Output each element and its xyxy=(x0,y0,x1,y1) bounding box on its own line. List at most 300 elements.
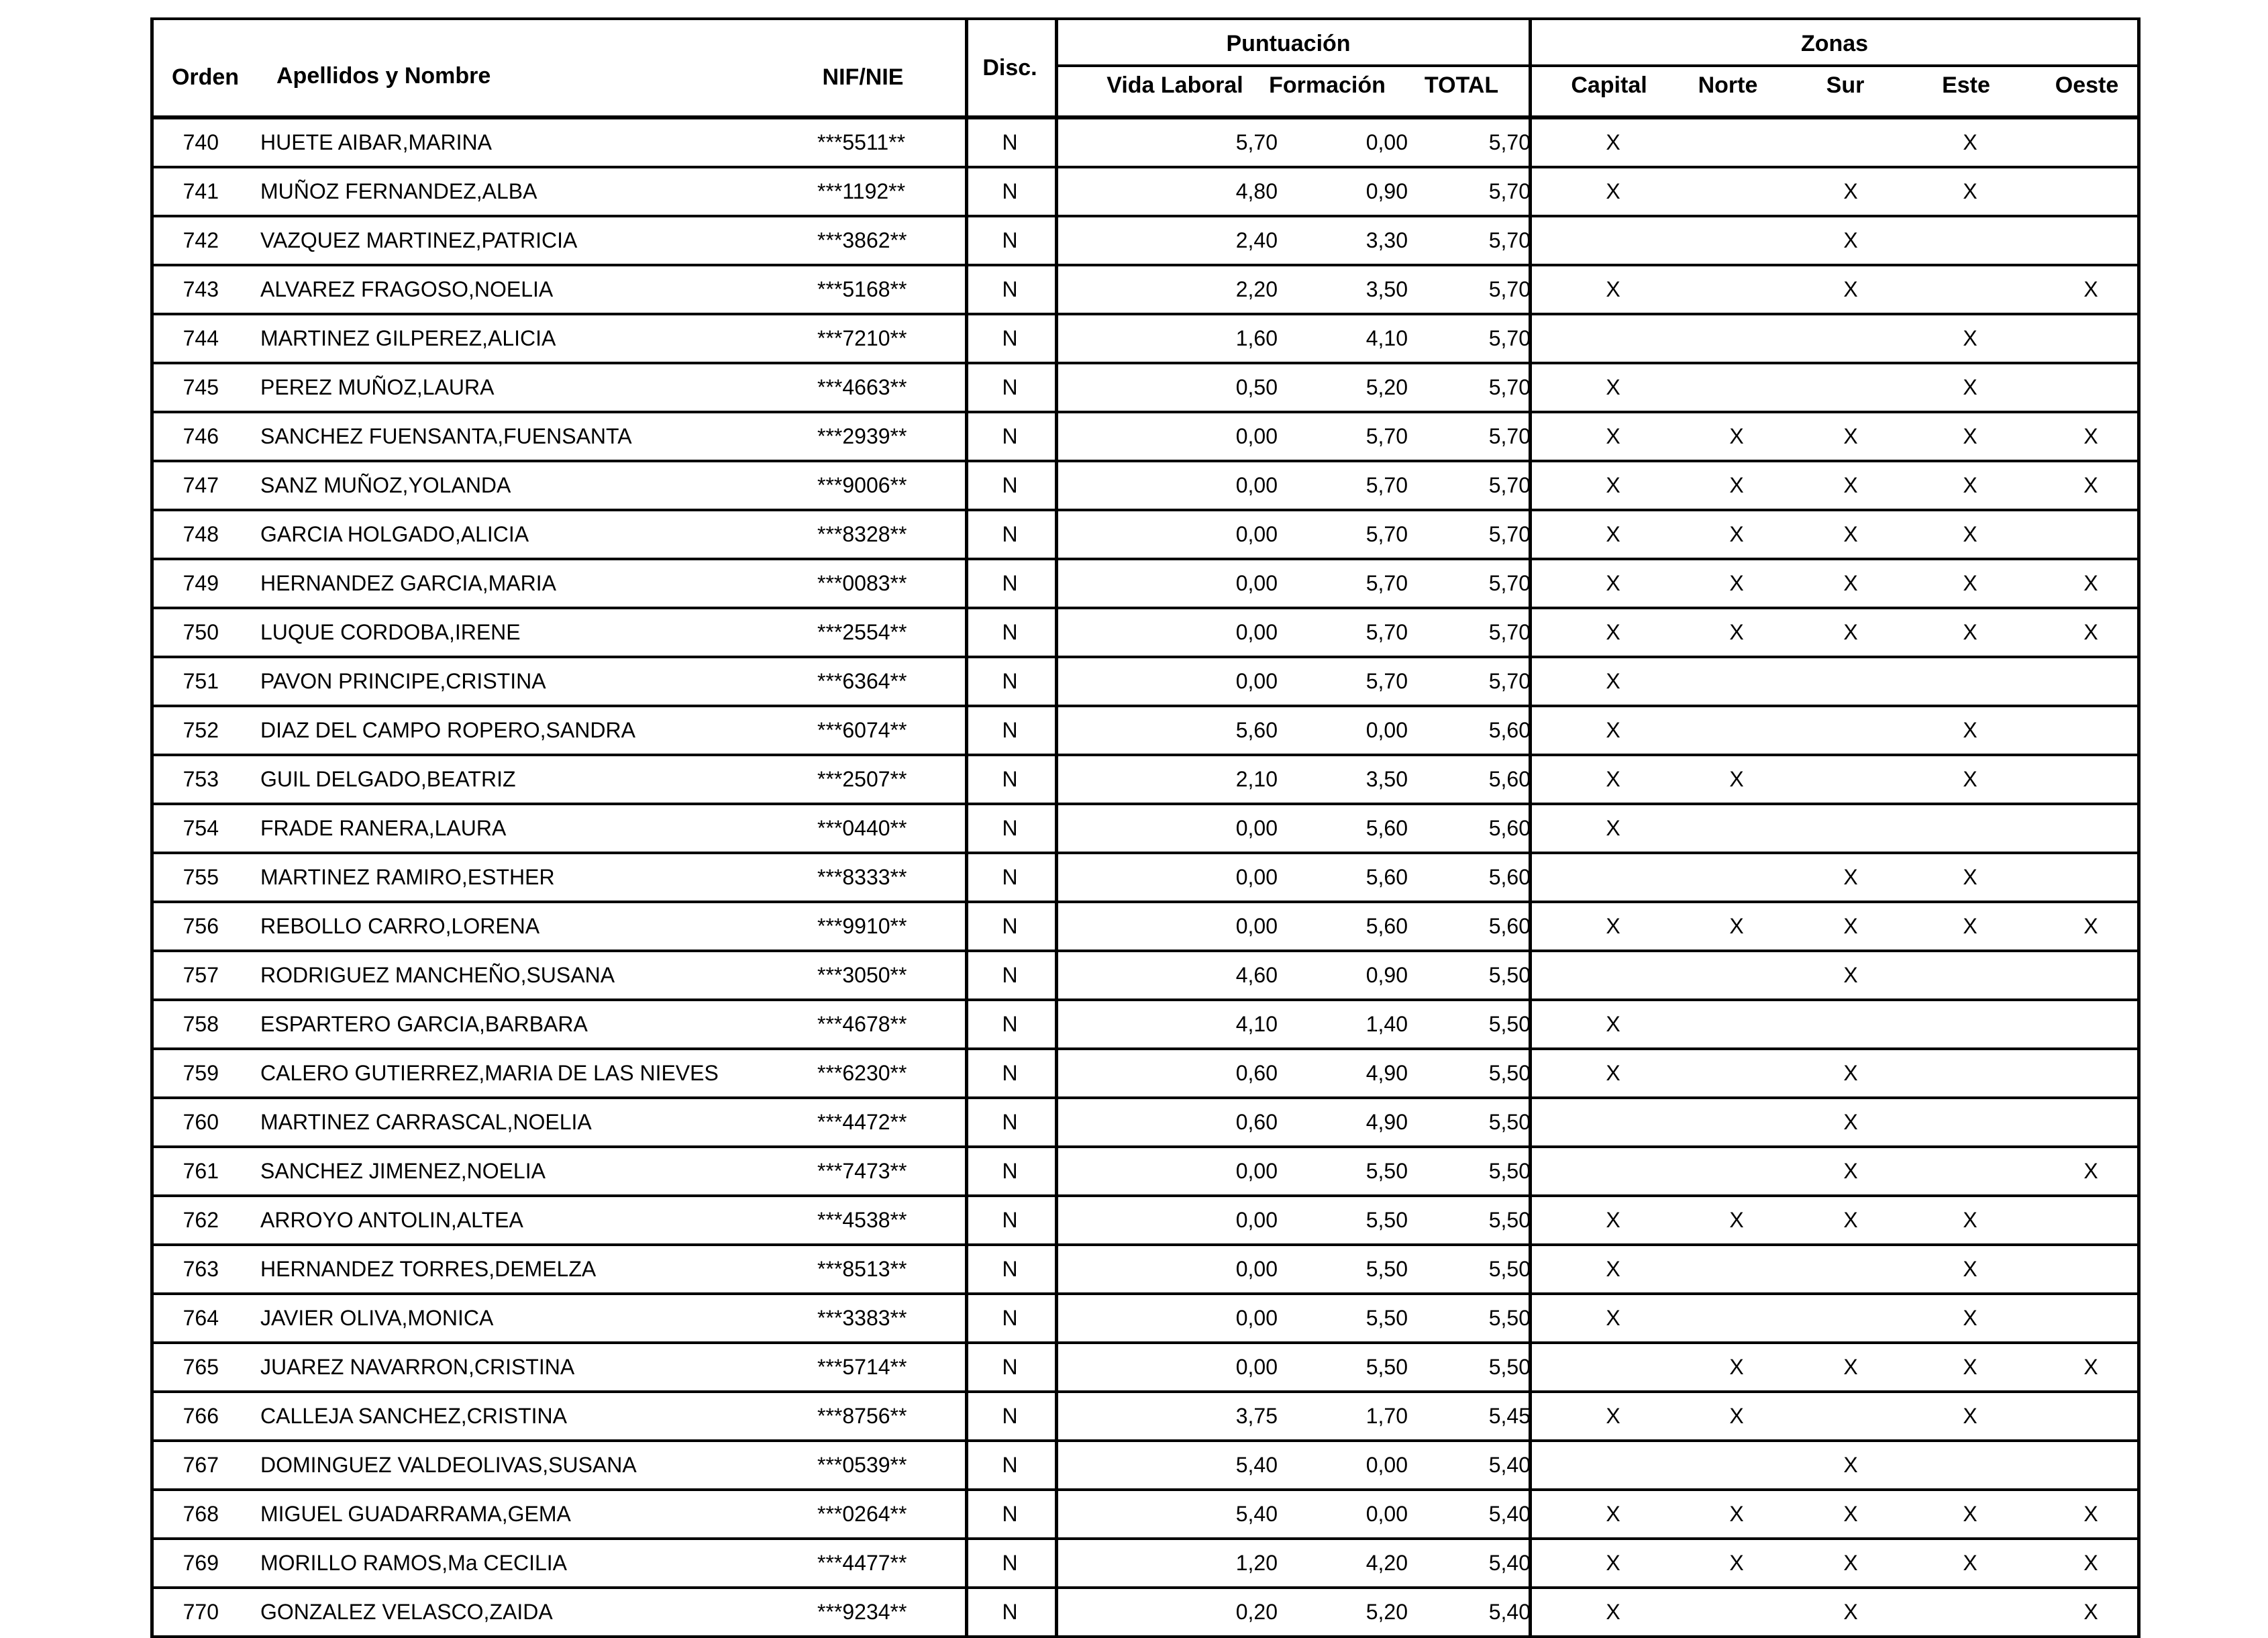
cell-orden: 752 xyxy=(183,718,219,742)
cell-vida-laboral: 0,00 xyxy=(1235,1355,1278,1379)
cell-nombre: DIAZ DEL CAMPO ROPERO,SANDRA xyxy=(260,718,635,742)
cell-capital: X xyxy=(1606,1257,1620,1281)
cell-norte: X xyxy=(1729,424,1744,448)
cell-capital: X xyxy=(1606,1306,1620,1330)
table-row xyxy=(150,756,2141,805)
cell-capital: X xyxy=(1606,130,1620,154)
cell-formacion: 5,70 xyxy=(1365,473,1408,497)
header-este: Este xyxy=(1942,72,1990,98)
cell-orden: 765 xyxy=(183,1355,219,1379)
cell-orden: 768 xyxy=(183,1502,219,1526)
cell-orden: 750 xyxy=(183,620,219,644)
table-row xyxy=(150,462,2141,511)
cell-vida-laboral: 0,00 xyxy=(1235,1257,1278,1281)
cell-sur: X xyxy=(1843,1453,1858,1477)
cell-disc: N xyxy=(1002,1355,1018,1379)
cell-vida-laboral: 2,20 xyxy=(1235,277,1278,301)
cell-nif: ***4472** xyxy=(817,1110,907,1134)
cell-orden: 749 xyxy=(183,571,219,595)
cell-total: 5,50 xyxy=(1488,1257,1531,1281)
cell-capital: X xyxy=(1606,816,1620,840)
cell-nombre: HERNANDEZ GARCIA,MARIA xyxy=(260,571,556,595)
cell-formacion: 5,60 xyxy=(1365,914,1408,938)
cell-vida-laboral: 0,00 xyxy=(1235,1159,1278,1183)
table-row xyxy=(150,315,2141,364)
table-row xyxy=(150,413,2141,462)
cell-este: X xyxy=(1963,473,1977,497)
cell-nif: ***5714** xyxy=(817,1355,907,1379)
cell-vida-laboral: 2,40 xyxy=(1235,228,1278,252)
cell-formacion: 0,00 xyxy=(1365,1453,1408,1477)
table-row xyxy=(150,1148,2141,1197)
cell-disc: N xyxy=(1002,767,1018,791)
cell-oeste: X xyxy=(2083,571,2098,595)
cell-capital: X xyxy=(1606,1600,1620,1624)
cell-formacion: 5,50 xyxy=(1365,1355,1408,1379)
cell-formacion: 5,70 xyxy=(1365,571,1408,595)
cell-oeste: X xyxy=(2083,473,2098,497)
header-disc: Disc. xyxy=(982,55,1037,81)
cell-nif: ***6364** xyxy=(817,669,907,693)
cell-capital: X xyxy=(1606,669,1620,693)
cell-capital: X xyxy=(1606,522,1620,546)
cell-formacion: 3,30 xyxy=(1365,228,1408,252)
cell-nombre: SANCHEZ FUENSANTA,FUENSANTA xyxy=(260,424,632,448)
cell-total: 5,70 xyxy=(1488,375,1531,399)
cell-nif: ***6074** xyxy=(817,718,907,742)
cell-este: X xyxy=(1963,620,1977,644)
cell-sur: X xyxy=(1843,179,1858,203)
cell-disc: N xyxy=(1002,865,1018,889)
cell-disc: N xyxy=(1002,326,1018,350)
cell-disc: N xyxy=(1002,1404,1018,1428)
cell-sur: X xyxy=(1843,1502,1858,1526)
cell-orden: 755 xyxy=(183,865,219,889)
cell-capital: X xyxy=(1606,473,1620,497)
cell-este: X xyxy=(1963,326,1977,350)
cell-formacion: 5,50 xyxy=(1365,1159,1408,1183)
cell-nombre: REBOLLO CARRO,LORENA xyxy=(260,914,540,938)
cell-disc: N xyxy=(1002,1012,1018,1036)
cell-capital: X xyxy=(1606,914,1620,938)
cell-oeste: X xyxy=(2083,1502,2098,1526)
cell-vida-laboral: 0,00 xyxy=(1235,473,1278,497)
cell-nombre: CALLEJA SANCHEZ,CRISTINA xyxy=(260,1404,567,1428)
cell-sur: X xyxy=(1843,1355,1858,1379)
cell-este: X xyxy=(1963,424,1977,448)
cell-total: 5,70 xyxy=(1488,277,1531,301)
cell-oeste: X xyxy=(2083,424,2098,448)
cell-nif: ***0264** xyxy=(817,1502,907,1526)
cell-nif: ***4477** xyxy=(817,1551,907,1575)
cell-nombre: FRADE RANERA,LAURA xyxy=(260,816,507,840)
cell-orden: 744 xyxy=(183,326,219,350)
cell-capital: X xyxy=(1606,1551,1620,1575)
cell-nif: ***2507** xyxy=(817,767,907,791)
cell-norte: X xyxy=(1729,522,1744,546)
cell-orden: 743 xyxy=(183,277,219,301)
cell-este: X xyxy=(1963,375,1977,399)
cell-orden: 741 xyxy=(183,179,219,203)
cell-total: 5,40 xyxy=(1488,1551,1531,1575)
cell-total: 5,70 xyxy=(1488,473,1531,497)
table-body xyxy=(150,119,2141,1638)
cell-este: X xyxy=(1963,1306,1977,1330)
cell-sur: X xyxy=(1843,963,1858,987)
cell-orden: 766 xyxy=(183,1404,219,1428)
table-row xyxy=(150,1442,2141,1491)
header-nif: NIF/NIE xyxy=(822,64,904,90)
cell-capital: X xyxy=(1606,1061,1620,1085)
cell-norte: X xyxy=(1729,767,1744,791)
table-row xyxy=(150,658,2141,707)
cell-total: 5,70 xyxy=(1488,228,1531,252)
cell-vida-laboral: 2,10 xyxy=(1235,767,1278,791)
cell-vida-laboral: 4,60 xyxy=(1235,963,1278,987)
cell-disc: N xyxy=(1002,1257,1018,1281)
cell-total: 5,70 xyxy=(1488,571,1531,595)
cell-nombre: PEREZ MUÑOZ,LAURA xyxy=(260,375,495,399)
cell-norte: X xyxy=(1729,1551,1744,1575)
cell-norte: X xyxy=(1729,473,1744,497)
table-row xyxy=(150,1393,2141,1442)
cell-vida-laboral: 0,00 xyxy=(1235,1208,1278,1232)
cell-orden: 767 xyxy=(183,1453,219,1477)
cell-formacion: 5,70 xyxy=(1365,522,1408,546)
cell-nif: ***0440** xyxy=(817,816,907,840)
cell-nif: ***2939** xyxy=(817,424,907,448)
cell-capital: X xyxy=(1606,1502,1620,1526)
cell-disc: N xyxy=(1002,1502,1018,1526)
cell-disc: N xyxy=(1002,1159,1018,1183)
cell-nombre: MUÑOZ FERNANDEZ,ALBA xyxy=(260,179,537,203)
cell-formacion: 5,50 xyxy=(1365,1257,1408,1281)
cell-formacion: 4,90 xyxy=(1365,1061,1408,1085)
cell-sur: X xyxy=(1843,865,1858,889)
cell-oeste: X xyxy=(2083,1159,2098,1183)
header-oeste: Oeste xyxy=(2055,72,2119,98)
cell-nif: ***4538** xyxy=(817,1208,907,1232)
cell-disc: N xyxy=(1002,669,1018,693)
cell-formacion: 3,50 xyxy=(1365,277,1408,301)
cell-vida-laboral: 4,10 xyxy=(1235,1012,1278,1036)
table-row xyxy=(150,1344,2141,1393)
cell-sur: X xyxy=(1843,1551,1858,1575)
cell-total: 5,50 xyxy=(1488,1061,1531,1085)
cell-este: X xyxy=(1963,571,1977,595)
cell-total: 5,60 xyxy=(1488,718,1531,742)
cell-oeste: X xyxy=(2083,914,2098,938)
cell-capital: X xyxy=(1606,375,1620,399)
cell-orden: 757 xyxy=(183,963,219,987)
cell-norte: X xyxy=(1729,914,1744,938)
cell-nombre: RODRIGUEZ MANCHEÑO,SUSANA xyxy=(260,963,615,987)
cell-este: X xyxy=(1963,1355,1977,1379)
cell-total: 5,60 xyxy=(1488,816,1531,840)
cell-disc: N xyxy=(1002,1208,1018,1232)
cell-capital: X xyxy=(1606,277,1620,301)
header-nombre: Apellidos y Nombre xyxy=(276,63,491,89)
cell-capital: X xyxy=(1606,179,1620,203)
cell-formacion: 5,70 xyxy=(1365,424,1408,448)
cell-nif: ***8328** xyxy=(817,522,907,546)
cell-nombre: JAVIER OLIVA,MONICA xyxy=(260,1306,494,1330)
cell-orden: 759 xyxy=(183,1061,219,1085)
cell-este: X xyxy=(1963,522,1977,546)
cell-disc: N xyxy=(1002,963,1018,987)
cell-total: 5,50 xyxy=(1488,1355,1531,1379)
header-puntuacion: Puntuación xyxy=(1226,31,1351,56)
cell-vida-laboral: 0,00 xyxy=(1235,865,1278,889)
cell-vida-laboral: 0,00 xyxy=(1235,669,1278,693)
cell-nombre: MIGUEL GUADARRAMA,GEMA xyxy=(260,1502,571,1526)
cell-orden: 762 xyxy=(183,1208,219,1232)
cell-capital: X xyxy=(1606,1208,1620,1232)
cell-nif: ***5511** xyxy=(817,130,906,154)
cell-total: 5,50 xyxy=(1488,963,1531,987)
cell-nif: ***1192** xyxy=(817,179,906,203)
table-row xyxy=(150,511,2141,560)
cell-orden: 756 xyxy=(183,914,219,938)
cell-capital: X xyxy=(1606,1404,1620,1428)
header-vida-laboral: Vida Laboral xyxy=(1106,72,1243,98)
cell-capital: X xyxy=(1606,571,1620,595)
cell-capital: X xyxy=(1606,1012,1620,1036)
cell-sur: X xyxy=(1843,1600,1858,1624)
cell-disc: N xyxy=(1002,130,1018,154)
header-sur: Sur xyxy=(1826,72,1865,98)
table-row xyxy=(150,1050,2141,1099)
cell-disc: N xyxy=(1002,522,1018,546)
cell-total: 5,40 xyxy=(1488,1502,1531,1526)
cell-orden: 751 xyxy=(183,669,219,693)
table-row xyxy=(150,119,2141,168)
cell-vida-laboral: 1,60 xyxy=(1235,326,1278,350)
table-top-border xyxy=(150,17,2141,20)
cell-orden: 769 xyxy=(183,1551,219,1575)
cell-orden: 740 xyxy=(183,130,219,154)
cell-total: 5,70 xyxy=(1488,620,1531,644)
header-capital: Capital xyxy=(1571,72,1647,98)
cell-capital: X xyxy=(1606,718,1620,742)
cell-este: X xyxy=(1963,767,1977,791)
cell-nif: ***0539** xyxy=(817,1453,907,1477)
table-row xyxy=(150,903,2141,952)
cell-nombre: PAVON PRINCIPE,CRISTINA xyxy=(260,669,546,693)
cell-sur: X xyxy=(1843,914,1858,938)
cell-nif: ***4678** xyxy=(817,1012,907,1036)
cell-total: 5,70 xyxy=(1488,130,1531,154)
cell-oeste: X xyxy=(2083,1355,2098,1379)
cell-nombre: HERNANDEZ TORRES,DEMELZA xyxy=(260,1257,597,1281)
table-row xyxy=(150,1246,2141,1295)
cell-disc: N xyxy=(1002,571,1018,595)
table-row xyxy=(150,168,2141,217)
cell-nombre: ALVAREZ FRAGOSO,NOELIA xyxy=(260,277,554,301)
header-norte: Norte xyxy=(1698,72,1758,98)
cell-total: 5,70 xyxy=(1488,179,1531,203)
cell-disc: N xyxy=(1002,1453,1018,1477)
cell-disc: N xyxy=(1002,718,1018,742)
table-row xyxy=(150,217,2141,266)
cell-orden: 745 xyxy=(183,375,219,399)
header-zonas: Zonas xyxy=(1800,31,1869,56)
cell-total: 5,50 xyxy=(1488,1012,1531,1036)
cell-este: X xyxy=(1963,1502,1977,1526)
header-total: TOTAL xyxy=(1424,72,1499,98)
cell-vida-laboral: 0,00 xyxy=(1235,914,1278,938)
cell-vida-laboral: 5,60 xyxy=(1235,718,1278,742)
cell-disc: N xyxy=(1002,179,1018,203)
cell-vida-laboral: 0,00 xyxy=(1235,522,1278,546)
cell-formacion: 1,70 xyxy=(1365,1404,1408,1428)
cell-norte: X xyxy=(1729,1404,1744,1428)
cell-disc: N xyxy=(1002,1061,1018,1085)
cell-nombre: MORILLO RAMOS,Ma CECILIA xyxy=(260,1551,567,1575)
cell-orden: 763 xyxy=(183,1257,219,1281)
cell-vida-laboral: 0,00 xyxy=(1235,816,1278,840)
cell-nombre: SANZ MUÑOZ,YOLANDA xyxy=(260,473,511,497)
cell-orden: 770 xyxy=(183,1600,219,1624)
cell-oeste: X xyxy=(2083,620,2098,644)
table-row xyxy=(150,609,2141,658)
cell-sur: X xyxy=(1843,1110,1858,1134)
cell-nombre: ESPARTERO GARCIA,BARBARA xyxy=(260,1012,588,1036)
cell-nif: ***3383** xyxy=(817,1306,907,1330)
cell-este: X xyxy=(1963,179,1977,203)
cell-oeste: X xyxy=(2083,277,2098,301)
cell-orden: 748 xyxy=(183,522,219,546)
cell-formacion: 0,00 xyxy=(1365,130,1408,154)
cell-nif: ***3862** xyxy=(817,228,907,252)
cell-formacion: 5,60 xyxy=(1365,865,1408,889)
cell-vida-laboral: 3,75 xyxy=(1235,1404,1278,1428)
cell-orden: 758 xyxy=(183,1012,219,1036)
cell-sur: X xyxy=(1843,522,1858,546)
cell-nif: ***6230** xyxy=(817,1061,907,1085)
cell-nif: ***9234** xyxy=(817,1600,907,1624)
cell-formacion: 4,90 xyxy=(1365,1110,1408,1134)
cell-este: X xyxy=(1963,914,1977,938)
cell-vida-laboral: 0,00 xyxy=(1235,424,1278,448)
cell-nombre: MARTINEZ CARRASCAL,NOELIA xyxy=(260,1110,592,1134)
cell-formacion: 1,40 xyxy=(1365,1012,1408,1036)
cell-formacion: 0,00 xyxy=(1365,718,1408,742)
cell-total: 5,70 xyxy=(1488,669,1531,693)
cell-total: 5,60 xyxy=(1488,767,1531,791)
cell-formacion: 5,70 xyxy=(1365,669,1408,693)
cell-vida-laboral: 5,70 xyxy=(1235,130,1278,154)
cell-norte: X xyxy=(1729,620,1744,644)
cell-nif: ***2554** xyxy=(817,620,907,644)
cell-vida-laboral: 0,20 xyxy=(1235,1600,1278,1624)
cell-sur: X xyxy=(1843,424,1858,448)
cell-disc: N xyxy=(1002,914,1018,938)
cell-disc: N xyxy=(1002,1551,1018,1575)
cell-norte: X xyxy=(1729,1208,1744,1232)
cell-sur: X xyxy=(1843,1208,1858,1232)
table-row xyxy=(150,364,2141,413)
results-table xyxy=(150,17,2141,1637)
cell-total: 5,45 xyxy=(1488,1404,1531,1428)
cell-nombre: GONZALEZ VELASCO,ZAIDA xyxy=(260,1600,553,1624)
header-formacion: Formación xyxy=(1269,72,1386,98)
cell-este: X xyxy=(1963,1257,1977,1281)
header-orden: Orden xyxy=(171,64,240,90)
cell-nombre: JUAREZ NAVARRON,CRISTINA xyxy=(260,1355,575,1379)
cell-este: X xyxy=(1963,1551,1977,1575)
cell-total: 5,40 xyxy=(1488,1453,1531,1477)
cell-nif: ***3050** xyxy=(817,963,907,987)
cell-capital: X xyxy=(1606,767,1620,791)
cell-disc: N xyxy=(1002,228,1018,252)
cell-orden: 747 xyxy=(183,473,219,497)
cell-formacion: 3,50 xyxy=(1365,767,1408,791)
cell-disc: N xyxy=(1002,620,1018,644)
cell-formacion: 4,20 xyxy=(1365,1551,1408,1575)
cell-sur: X xyxy=(1843,1061,1858,1085)
cell-vida-laboral: 0,50 xyxy=(1235,375,1278,399)
cell-capital: X xyxy=(1606,424,1620,448)
table-row xyxy=(150,1491,2141,1540)
cell-total: 5,60 xyxy=(1488,865,1531,889)
cell-vida-laboral: 0,00 xyxy=(1235,620,1278,644)
cell-orden: 764 xyxy=(183,1306,219,1330)
cell-total: 5,70 xyxy=(1488,424,1531,448)
table-row xyxy=(150,1540,2141,1589)
cell-total: 5,50 xyxy=(1488,1208,1531,1232)
cell-este: X xyxy=(1963,1208,1977,1232)
cell-este: X xyxy=(1963,130,1977,154)
cell-total: 5,40 xyxy=(1488,1600,1531,1624)
cell-nif: ***9910** xyxy=(817,914,907,938)
cell-sur: X xyxy=(1843,571,1858,595)
cell-formacion: 5,20 xyxy=(1365,1600,1408,1624)
cell-total: 5,60 xyxy=(1488,914,1531,938)
cell-sur: X xyxy=(1843,1159,1858,1183)
cell-disc: N xyxy=(1002,424,1018,448)
cell-norte: X xyxy=(1729,1355,1744,1379)
cell-nif: ***8756** xyxy=(817,1404,907,1428)
cell-vida-laboral: 5,40 xyxy=(1235,1453,1278,1477)
cell-vida-laboral: 4,80 xyxy=(1235,179,1278,203)
cell-formacion: 0,00 xyxy=(1365,1502,1408,1526)
cell-disc: N xyxy=(1002,375,1018,399)
cell-nombre: GUIL DELGADO,BEATRIZ xyxy=(260,767,516,791)
table-row xyxy=(150,952,2141,1001)
table-row xyxy=(150,1589,2141,1638)
cell-total: 5,50 xyxy=(1488,1159,1531,1183)
cell-disc: N xyxy=(1002,1600,1018,1624)
table-row xyxy=(150,805,2141,854)
table-row xyxy=(150,707,2141,756)
cell-nombre: MARTINEZ GILPEREZ,ALICIA xyxy=(260,326,556,350)
cell-nif: ***7473** xyxy=(817,1159,907,1183)
cell-disc: N xyxy=(1002,1110,1018,1134)
cell-nif: ***4663** xyxy=(817,375,907,399)
cell-formacion: 5,20 xyxy=(1365,375,1408,399)
cell-formacion: 5,50 xyxy=(1365,1306,1408,1330)
cell-sur: X xyxy=(1843,473,1858,497)
cell-total: 5,50 xyxy=(1488,1306,1531,1330)
cell-nombre: ARROYO ANTOLIN,ALTEA xyxy=(260,1208,523,1232)
cell-disc: N xyxy=(1002,816,1018,840)
cell-orden: 753 xyxy=(183,767,219,791)
cell-sur: X xyxy=(1843,620,1858,644)
cell-sur: X xyxy=(1843,228,1858,252)
cell-nif: ***5168** xyxy=(817,277,907,301)
cell-este: X xyxy=(1963,1404,1977,1428)
